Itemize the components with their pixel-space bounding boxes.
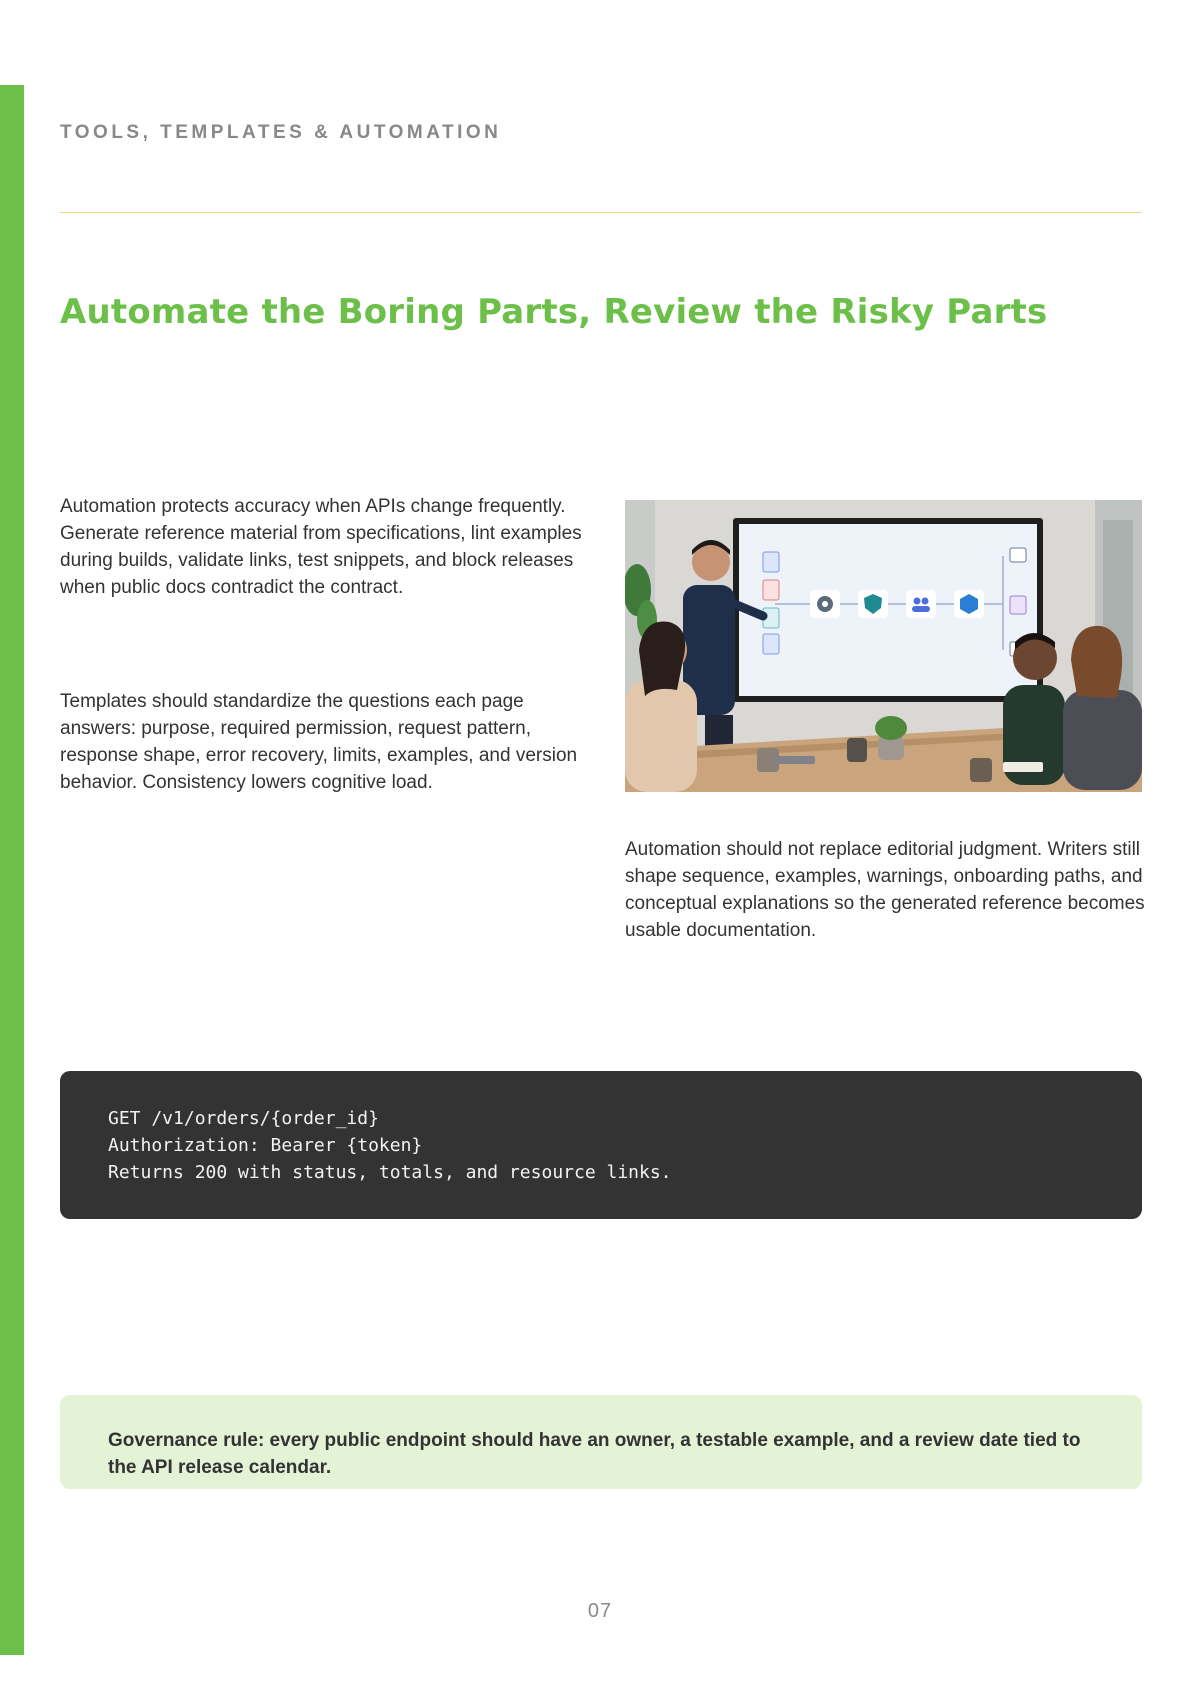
paragraph-editorial-judgment: Automation should not replace editorial judgment. Writers still shape sequence, examples, warnings, onboarding paths, and conceptual explanations so the generated reference becomes usable documentation. <box>625 839 1145 941</box>
code-line: GET /v1/orders/{order_id} <box>108 1108 379 1129</box>
accent-bar <box>0 85 24 1655</box>
divider <box>60 212 1142 213</box>
paragraph-templates: Templates should standardize the questions each page answers: purpose, required permission, request pattern, response shape, error recovery, limits, examples, and version behavior. Consistency lowers cognitive load. <box>60 691 578 793</box>
section-label: TOOLS, TEMPLATES & AUTOMATION <box>60 122 502 143</box>
paragraph-automation-accuracy: Automation protects accuracy when APIs change frequently. Generate reference material from specifications, lint examples during builds, validate links, test snippets, and block releases when public docs contradict the contract. <box>60 496 582 598</box>
code-block <box>60 1071 1142 1219</box>
code-line: Returns 200 with status, totals, and resource links. <box>108 1162 672 1183</box>
governance-callout: Governance rule: every public endpoint should have an owner, a testable example, and a review date tied to the API release calendar. <box>60 1395 1142 1489</box>
page-title: Automate the Boring Parts, Review the Risky Parts <box>60 292 1048 332</box>
page-number: 07 <box>587 1600 613 1622</box>
code-line: Authorization: Bearer {token} <box>108 1135 423 1156</box>
meeting-photo <box>625 500 1142 792</box>
